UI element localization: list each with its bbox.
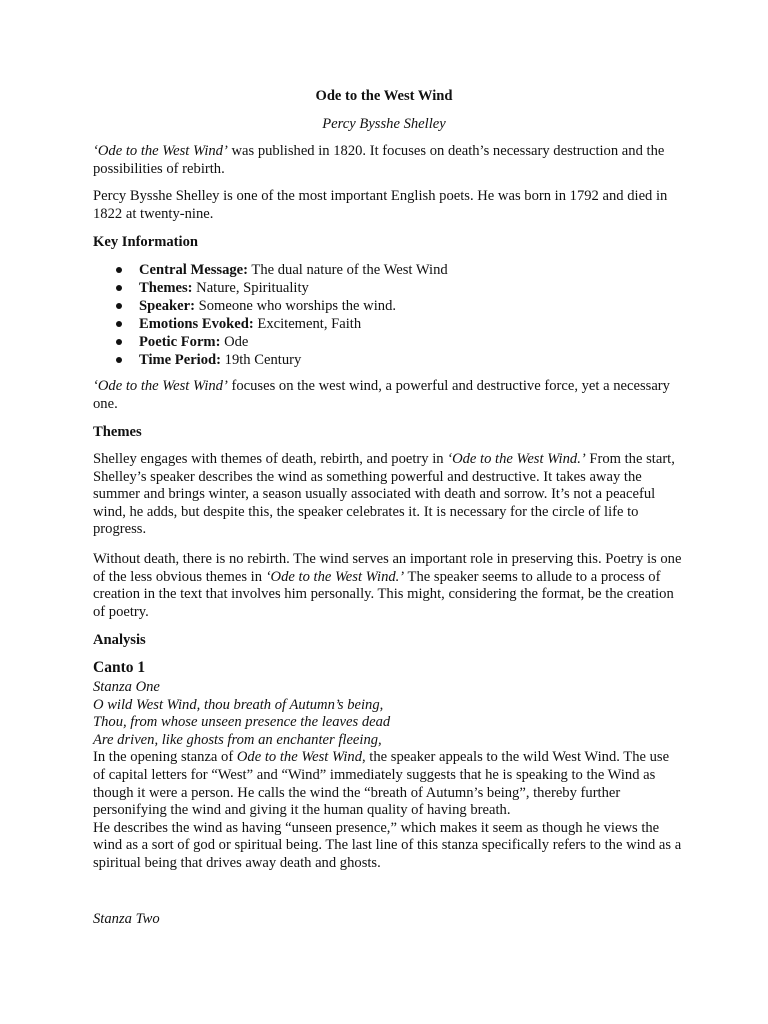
key-info-heading: Key Information [93,234,198,250]
summary-text: focuses on the west wind, a powerful and destructive force, yet a necessary one. [93,378,670,412]
bullet-icon [116,303,122,309]
analysis-heading: Analysis [93,632,146,648]
item-label: Emotions Evoked: [139,316,254,332]
item-value: The dual nature of the West Wind [248,262,448,278]
verse-line: O wild West Wind, thou breath of Autumn’s being, [93,696,384,713]
verse-line: Thou, from whose unseen presence the leaves dead [93,714,391,731]
list-item [93,261,683,279]
themes-paragraph-1 [93,451,683,539]
stanza-two-label: Stanza Two [93,911,160,927]
item-label: Themes: [139,280,193,296]
themes-p2-text-a: Without death, there is no rebirth. The wind serves an important role in preserving this. Poetry is one of the less obvious themes in [93,551,682,585]
item-value: Nature, Spirituality [192,280,309,296]
document-title: Ode to the West Wind [315,88,453,104]
item-value: Excitement, Faith [253,316,362,332]
verse-line: Are driven, like ghosts from an enchanter fleeing, [93,731,382,748]
author-name: Percy Bysshe Shelley [322,116,446,132]
analysis-paragraph-2: He describes the wind as having “unseen presence,” which makes it seem as though he views the wind as a sort of god or spiritual being. The last line of this stanza specifically refers to the wind as a spiritual being that drives away death and ghosts. [93,819,682,871]
themes-p1-text-a: Shelley engages with themes of death, rebirth, and poetry in [93,451,448,467]
bullet-icon [116,339,122,345]
list-item [93,333,683,351]
bio-paragraph: Percy Bysshe Shelley is one of the most important English poets. He was born in 1792 and died in 1822 at twenty-nine. [93,188,668,222]
list-item [93,351,683,369]
item-label: Speaker: [139,298,195,314]
analysis-paragraph-1 [93,749,683,819]
bullet-icon [116,267,122,273]
bullet-icon [116,285,122,291]
analysis-p1-text-a: In the opening stanza of [93,749,237,766]
item-label: Central Message: [139,262,249,278]
themes-heading: Themes [93,424,142,440]
key-info-list [93,261,683,369]
canto-1-block [93,679,683,873]
themes-p2-text-b: The speaker seems to allude to a process of creation in the text that involves him personally. This might, considering the format, be the creation of poetry. [93,568,674,620]
list-item [93,279,683,297]
themes-p1-text-b: From the start, Shelley’s speaker describes the wind as something powerful and destructive. It takes away the summer and brings winter, a season usually associated with death and sorrow. It’s not a peaceful wind, he adds, but despite this, the speaker celebrates it. It is necessary for the circle of life to progress. [93,451,675,538]
poem-title-ref: ‘Ode to the West Wind.’ [447,451,586,467]
item-value: Ode [220,334,249,350]
summary-paragraph [93,378,683,413]
item-value: 19th Century [221,352,302,368]
poem-title-ref: Ode to the West Wind [236,749,362,766]
item-label: Poetic Form: [139,334,221,350]
intro-text: was published in 1820. It focuses on death’s necessary destruction and the possibilities of rebirth. [93,143,665,177]
item-value: Someone who worships the wind. [194,298,397,314]
poem-title-ref: ‘Ode to the West Wind’ [93,143,228,159]
canto-heading: Canto 1 [93,659,146,676]
list-item [93,315,683,333]
list-item [93,297,683,315]
intro-paragraph [93,143,683,178]
themes-paragraph-2 [93,551,683,621]
item-label: Time Period: [139,352,222,368]
bullet-icon [116,321,122,327]
bullet-icon [116,357,122,363]
poem-title-ref: ‘Ode to the West Wind.’ [265,568,405,585]
analysis-p1-text-b: , the speaker appeals to the wild West Wind. The use of capital letters for “West” and “Wind” immediately suggests that he is speaking to the Wind as though it were a person. He calls the wind the “breath of Autumn’s being”, thereby further personifying the wind and giving it the human quality of having breath. [93,749,670,819]
poem-title-ref: ‘Ode to the West Wind’ [93,378,228,394]
stanza-one-label: Stanza One [93,679,160,695]
